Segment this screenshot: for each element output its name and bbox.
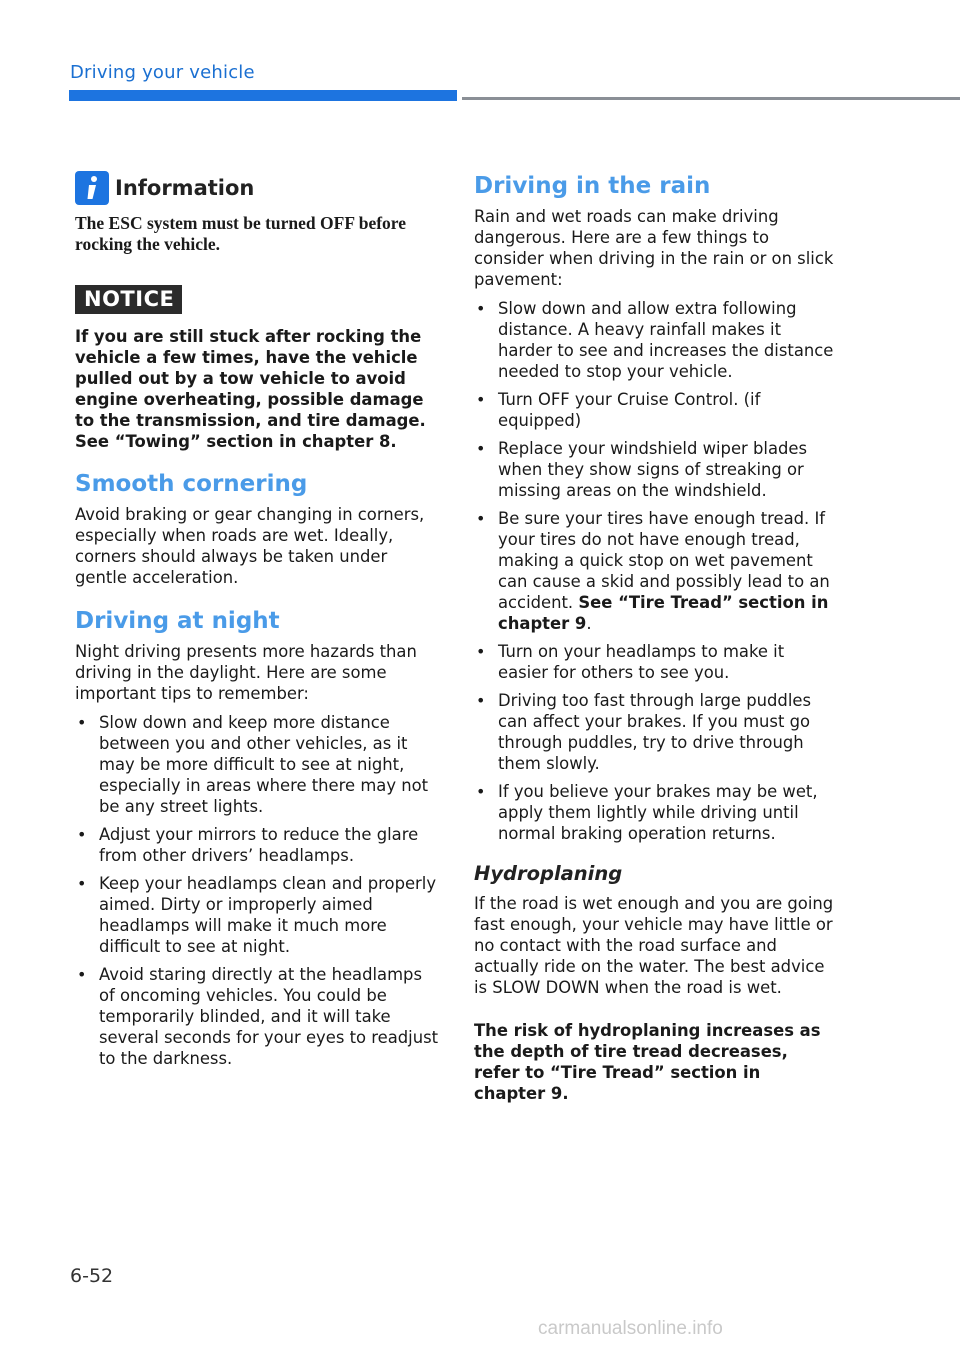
- notice-label: NOTICE: [75, 285, 182, 314]
- list-item: • Adjust your mirrors to reduce the glare from other drivers’ headlamps.: [77, 825, 419, 865]
- driving-in-rain-intro: Rain and wet roads can make driving dangerous. Here are a few things to consider when driving in the rain or on slick pavement:: [474, 207, 834, 289]
- list-item: • Driving too fast through large puddles can affect your brakes. If you must go through puddles, try to drive through them slowly.: [476, 691, 811, 773]
- night-tips-list: [75, 712, 441, 1069]
- list-item: • Avoid staring directly at the headlamps of oncoming vehicles. You could be temporarily blinded, and it will take several seconds for your eyes to readjust to the darkness.: [77, 965, 439, 1068]
- notice-body: If you are still stuck after rocking the vehicle a few times, have the vehicle pulled out by a tow vehicle to avoid engine overheating, possible damage to the transmission, and tire damage. See “Towing” section in chapter 8.: [75, 327, 426, 451]
- header-divider-line: [462, 97, 960, 100]
- list-item: • Be sure your tires have enough tread. If your tires do not have enough tread, making a quick stop on wet pavement can cause a skid and possibly lead to an accident. See “Tire Tread” section in chapter 9.: [476, 509, 830, 633]
- info-icon: [75, 171, 109, 205]
- right-column: [474, 172, 836, 1104]
- watermark-text: carmanualsonline.info: [538, 1318, 723, 1339]
- page-number: 6-52: [70, 1265, 114, 1287]
- section-header-title: Driving your vehicle: [70, 62, 255, 83]
- header-accent-bar: [69, 90, 457, 101]
- hydroplaning-warning: The risk of hydroplaning increases as the depth of tire tread decreases, refer to “Tire Tread” section in chapter 9.: [474, 1021, 821, 1103]
- driving-at-night-heading: Driving at night: [75, 608, 280, 634]
- list-item: • Keep your headlamps clean and properly aimed. Dirty or improperly aimed headlamps will make it much more difficult to see at night.: [77, 874, 437, 956]
- rain-tips-list: [474, 298, 836, 844]
- smooth-cornering-heading: Smooth cornering: [75, 471, 308, 497]
- left-column: [75, 168, 441, 1076]
- information-title: Information: [115, 176, 255, 200]
- list-item: • Slow down and keep more distance between you and other vehicles, as it may be more difficult to see at night, especially in areas where there may not be any street lights.: [77, 713, 429, 816]
- list-item: • Turn OFF your Cruise Control. (if equipped): [476, 390, 761, 430]
- driving-at-night-intro: Night driving presents more hazards than driving in the daylight. Here are some important tips to remember:: [75, 642, 417, 703]
- list-item: • Slow down and allow extra following distance. A heavy rainfall makes it harder to see and increases the distance needed to stop your vehicle.: [476, 299, 834, 381]
- driving-in-rain-heading: Driving in the rain: [474, 173, 711, 199]
- information-body: The ESC system must be turned OFF before rocking the vehicle.: [75, 213, 407, 254]
- smooth-cornering-body: Avoid braking or gear changing in corners, especially when roads are wet. Ideally, corners should always be taken under gentle acceleration.: [75, 505, 425, 587]
- tire-tread-reference: See “Tire Tread” section in chapter 9: [498, 593, 829, 633]
- hydroplaning-heading: Hydroplaning: [474, 862, 623, 885]
- list-item: • Turn on your headlamps to make it easier for others to see you.: [476, 642, 785, 682]
- list-item: • If you believe your brakes may be wet, apply them lightly while driving until normal braking operation returns.: [476, 782, 818, 843]
- information-heading: [75, 171, 441, 205]
- hydroplaning-body: If the road is wet enough and you are going fast enough, your vehicle may have little or no contact with the road surface and actually ride on the water. The best advice is SLOW DOWN when the road is wet.: [474, 894, 834, 997]
- list-item: • Replace your windshield wiper blades when they show signs of streaking or missing areas on the windshield.: [476, 439, 808, 500]
